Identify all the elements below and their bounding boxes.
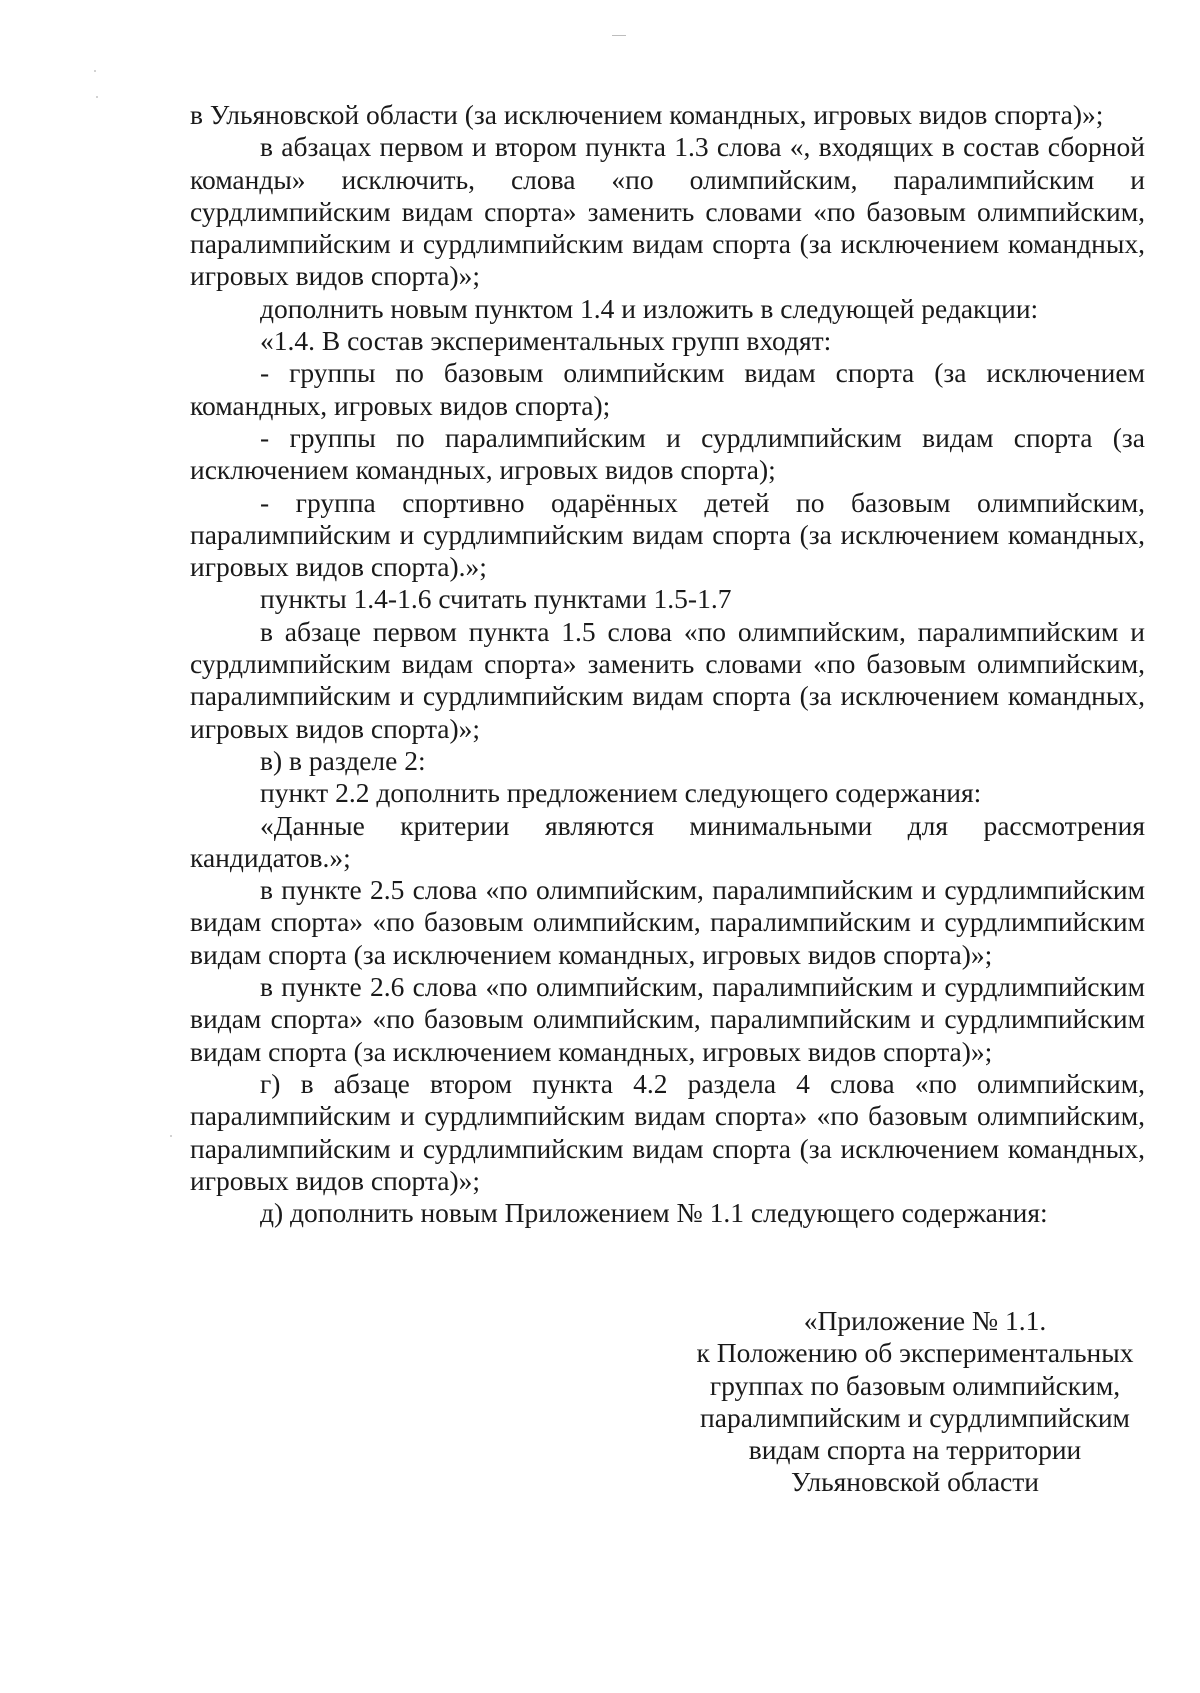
- document-body: [190, 99, 1145, 1229]
- scan-mark: [612, 35, 626, 36]
- appendix-title: «Приложение № 1.1.: [803, 1305, 1047, 1336]
- paragraph: пункты 1.4-1.6 считать пунктами 1.5-1.7: [260, 583, 732, 615]
- paragraph: д) дополнить новым Приложением № 1.1 следующего содержания:: [260, 1197, 1048, 1229]
- section-heading: в) в разделе 2:: [260, 744, 426, 776]
- appendix-line: к Положению об экспериментальных: [696, 1337, 1134, 1369]
- list-item: - группа спортивно одарённых детей по базовым олимпийским, паралимпийским и сурдлимпийским видам спорта (за исключением командных, игровых видов спорта).»;: [190, 486, 1145, 583]
- paragraph: в пункте 2.5 слова «по олимпийским, паралимпийским и сурдлимпийским видам спорта» «по базовым олимпийским, паралимпийским и сурдлимпийским видам спорта (за исключением командных, игровых видов спорта)»;: [190, 874, 1145, 970]
- scan-speck: [96, 96, 98, 98]
- paragraph: в абзаце первом пункта 1.5 слова «по олимпийским, паралимпийским и сурдлимпийским видам спорта» заменить словами «по базовым олимпийским, паралимпийским и сурдлимпийским видам спорта (за исключением командных, игровых видов спорта)»;: [190, 615, 1145, 744]
- paragraph: г) в абзаце втором пункта 4.2 раздела 4 слова «по олимпийским, паралимпийским и сурдлимпийским видам спорта» «по базовым олимпийским, паралимпийским и сурдлимпийским видам спорта (за исключением командных, игровых видов спорта)»;: [190, 1067, 1145, 1196]
- paragraph: пункт 2.2 дополнить предложением следующего содержания:: [260, 777, 982, 809]
- appendix-line: Ульяновской области: [790, 1466, 1039, 1498]
- paragraph-continuation: в Ульяновской области (за исключением командных, игровых видов спорта)»;: [190, 99, 1104, 130]
- scan-speck: [170, 1135, 172, 1137]
- appendix-header: [680, 1305, 1150, 1499]
- paragraph: дополнить новым пунктом 1.4 и изложить в следующей редакции:: [260, 292, 1039, 324]
- paragraph: в абзацах первом и втором пункта 1.3 слова «, входящих в состав сборной команды» исключить, слова «по олимпийским, паралимпийским и сурдлимпийским видам спорта» заменить словами «по базовым олимпийским, паралимпийским и сурдлимпийским видам спорта (за исключением командных, игровых видов спорта)»;: [190, 131, 1145, 292]
- appendix-line: группах по базовым олимпийским,: [709, 1369, 1121, 1401]
- paragraph: в пункте 2.6 слова «по олимпийским, паралимпийским и сурдлимпийским видам спорта» «по базовым олимпийским, паралимпийским и сурдлимпийским видам спорта (за исключением командных, игровых видов спорта)»;: [190, 971, 1145, 1067]
- paragraph: «1.4. В состав экспериментальных групп входят:: [260, 325, 832, 357]
- appendix-line: паралимпийским и сурдлимпийским: [700, 1401, 1130, 1433]
- scan-speck: [94, 70, 96, 72]
- list-item: - группы по базовым олимпийским видам спорта (за исключением командных, игровых видов спорта);: [190, 357, 1145, 421]
- paragraph: «Данные критерии являются минимальными для рассмотрения кандидатов.»;: [190, 809, 1145, 873]
- list-item: - группы по паралимпийским и сурдлимпийским видам спорта (за исключением командных, игровых видов спорта);: [190, 421, 1145, 486]
- appendix-line: видам спорта на территории: [748, 1434, 1082, 1466]
